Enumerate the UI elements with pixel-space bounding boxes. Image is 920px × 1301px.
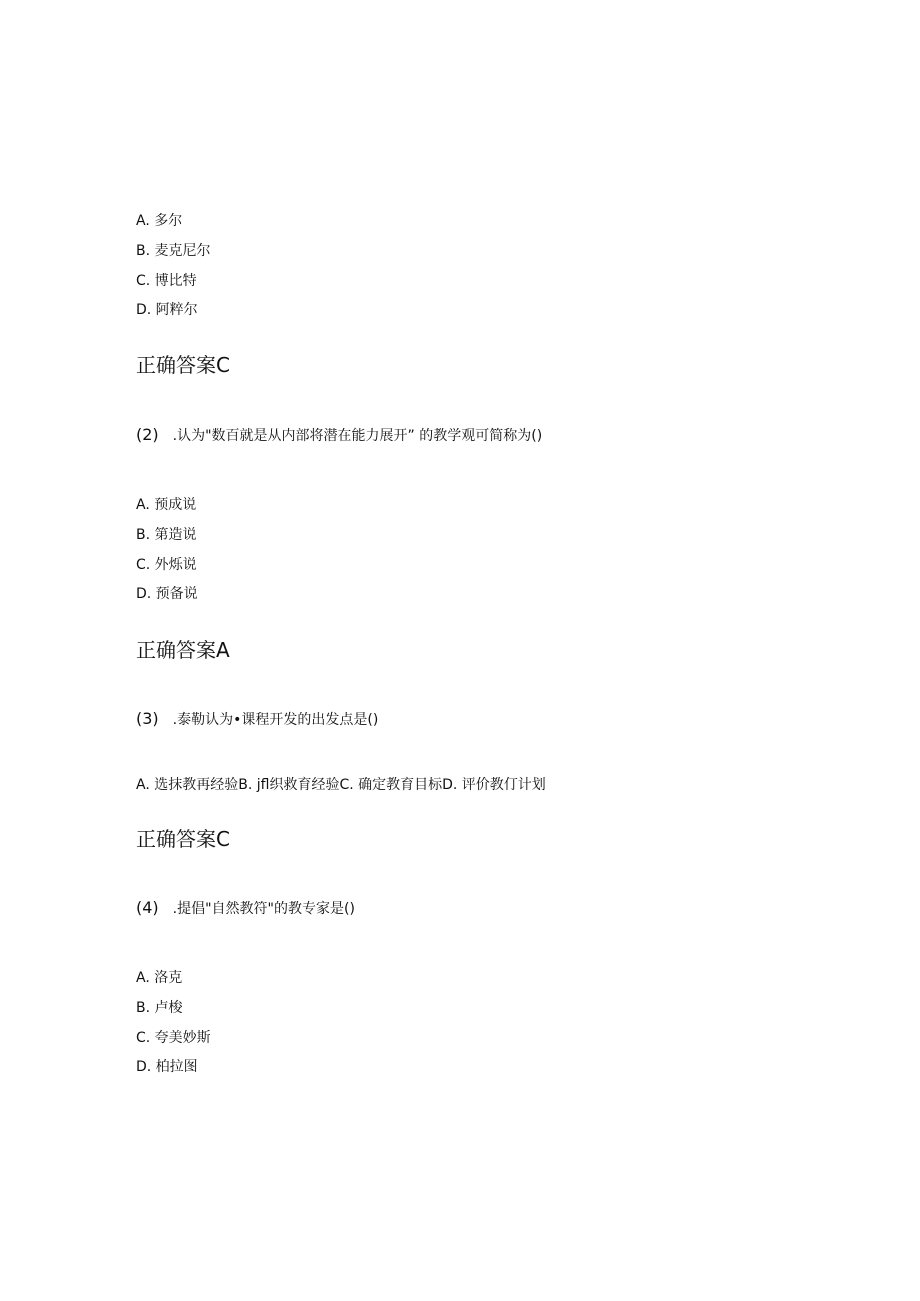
q3-number: (3) bbox=[136, 709, 159, 728]
q3-options-inline: A. 选抹教再经验B. jfl织救育经验C. 确定教育目标D. 评价教仃计划 bbox=[136, 777, 546, 793]
q2-text: .认为"数百就是从内部将潜在能力展开” 的教学观可简称为() bbox=[172, 428, 543, 444]
q1-option-b: B. 麦克尼尔 bbox=[136, 243, 211, 259]
q2-question bbox=[136, 425, 542, 446]
q4-option-c: C. 夸美妙斯 bbox=[136, 1030, 211, 1046]
q2-option-d: D. 预备说 bbox=[136, 586, 198, 602]
q1-answer: 正确答案C bbox=[136, 353, 230, 377]
q2-option-b: B. 第造说 bbox=[136, 527, 197, 543]
q4-option-a: A. 洛克 bbox=[136, 970, 183, 986]
q3-answer: 正确答案C bbox=[136, 827, 230, 851]
q4-number: (4) bbox=[136, 898, 159, 917]
q4-question bbox=[136, 898, 355, 919]
q1-option-c: C. 博比特 bbox=[136, 273, 197, 289]
q3-text: .泰勒认为•课程开发的出发点是() bbox=[172, 712, 379, 728]
q4-option-b: B. 卢梭 bbox=[136, 1000, 183, 1016]
q1-option-a: A. 多尔 bbox=[136, 213, 183, 229]
q2-answer: 正确答案A bbox=[136, 638, 230, 662]
q2-number: (2) bbox=[136, 425, 159, 444]
q4-option-d: D. 柏拉图 bbox=[136, 1059, 198, 1075]
q1-option-d: D. 阿粹尔 bbox=[136, 302, 198, 318]
q2-option-a: A. 预成说 bbox=[136, 497, 197, 513]
q4-text: .提倡"自然教符"的教专家是() bbox=[172, 901, 355, 917]
q3-question bbox=[136, 709, 378, 730]
q2-option-c: C. 外烁说 bbox=[136, 557, 197, 573]
